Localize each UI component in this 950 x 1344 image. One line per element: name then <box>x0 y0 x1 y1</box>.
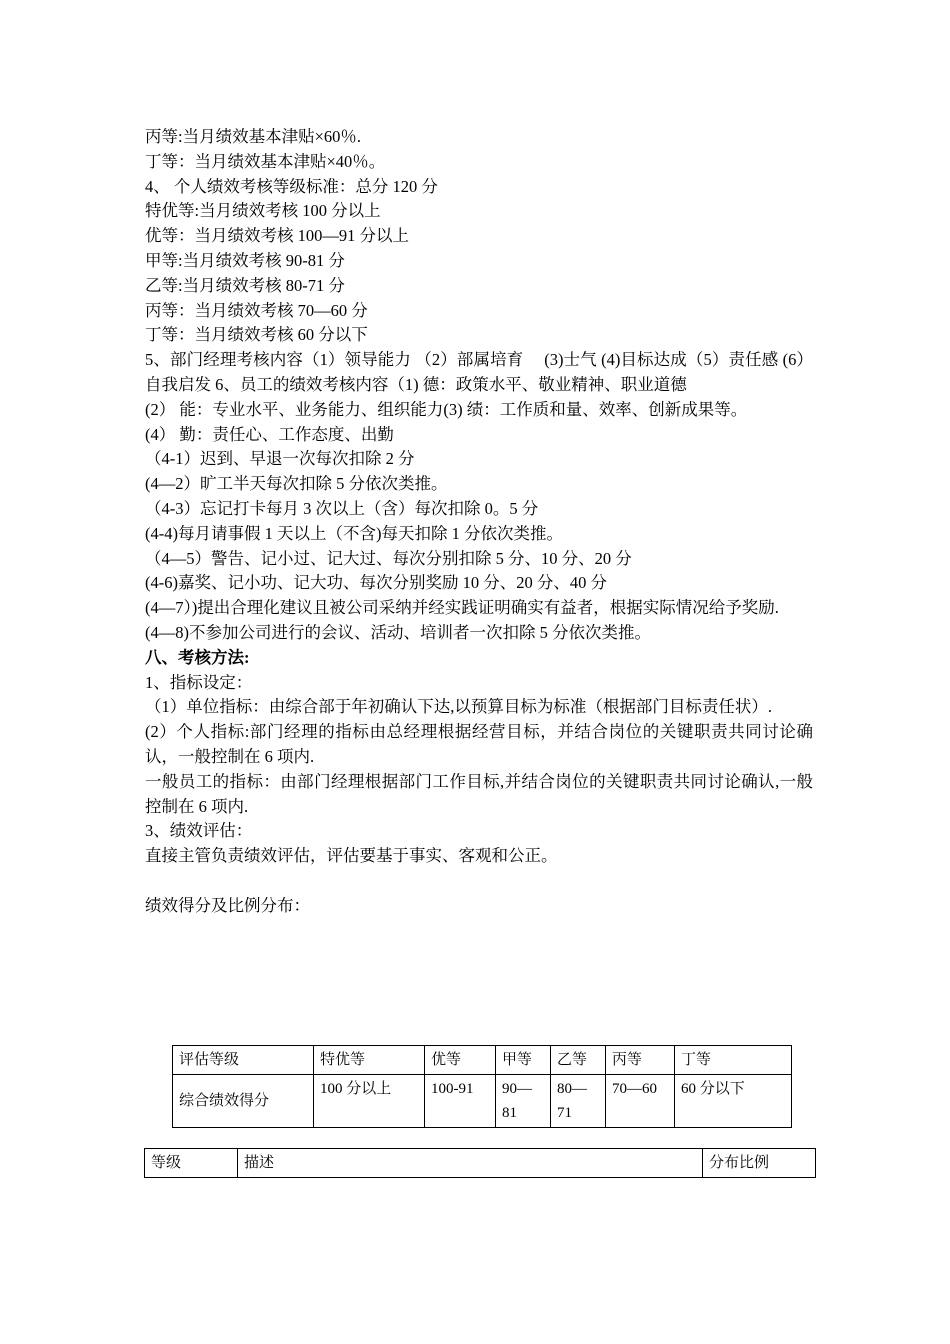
table-cell: 80—71 <box>551 1075 606 1128</box>
table-cell: 综合绩效得分 <box>173 1075 314 1128</box>
text-paragraph: (2）个人指标:部门经理的指标由总经理根据经营目标，并结合岗位的关键职责共同讨论确认，一般控制在 6 项内. <box>145 722 813 766</box>
text-line: （4-3）忘记打卡每月 3 次以上（含）每次扣除 0。5 分 <box>145 498 539 518</box>
table-caption: 绩效得分及比例分布： <box>145 895 310 915</box>
document-body <box>145 125 813 919</box>
text-line: 丁等：当月绩效基本津贴×40％。 <box>145 151 386 171</box>
text-line: (4） 勤：责任心、工作态度、出勤 <box>145 424 394 444</box>
table-cell: 60 分以下 <box>675 1075 792 1128</box>
text-line: （4-1）迟到、早退一次每次扣除 2 分 <box>145 449 415 469</box>
section-heading: 八、考核方法: <box>145 647 250 667</box>
table-row <box>173 1075 792 1128</box>
text-line: 特优等:当月绩效考核 100 分以上 <box>145 201 381 221</box>
distribution-table <box>144 1148 816 1178</box>
text-line: 乙等:当月绩效考核 80-71 分 <box>145 275 345 295</box>
text-line: 直接主管负责绩效评估，评估要基于事实、客观和公正。 <box>145 846 558 866</box>
score-table <box>172 1045 792 1128</box>
table-cell: 70—60 <box>606 1075 675 1128</box>
text-line: （4—5）警告、记小过、记大过、每次分别扣除 5 分、10 分、20 分 <box>145 548 632 568</box>
text-line: (4—2）旷工半天每次扣除 5 分依次类推。 <box>145 474 448 494</box>
table-row <box>145 1149 816 1178</box>
table-header-cell: 特优等 <box>314 1046 425 1075</box>
text-paragraph: (2） 能：专业水平、业务能力、组织能力(3) 绩：工作质和量、效率、创新成果等。 <box>145 399 748 419</box>
table-header-cell: 甲等 <box>496 1046 551 1075</box>
table-header-cell: 分布比例 <box>703 1149 816 1178</box>
text-line: 3、绩效评估： <box>145 821 253 841</box>
text-line: 丙等：当月绩效考核 70—60 分 <box>145 300 368 320</box>
table-header-cell: 等级 <box>145 1149 238 1178</box>
text-line: 1、指标设定： <box>145 672 253 692</box>
table-header-cell: 优等 <box>425 1046 496 1075</box>
text-line: 丙等:当月绩效基本津贴×60％. <box>145 127 362 146</box>
text-line: (4-4)每月请事假 1 天以上（不含)每天扣除 1 分依次类推。 <box>145 523 563 543</box>
blank-line <box>145 869 813 894</box>
text-line: 优等：当月绩效考核 100—91 分以上 <box>145 226 409 246</box>
text-paragraph: （1）单位指标：由综合部于年初确认下达,以预算目标为标准（根据部门目标责任状）. <box>145 697 772 717</box>
text-line: (4-6)嘉奖、记小功、记大功、每次分别奖励 10 分、20 分、40 分 <box>145 573 607 593</box>
text-paragraph: 5、部门经理考核内容（1）领导能力 （2）部属培育 (3)士气 (4)目标达成（5）责任感 (6）自我启发 6、员工的绩效考核内容（1) 德：政策水平、敬业精神、职业道德 <box>145 350 813 394</box>
text-line: (4—8)不参加公司进行的会议、活动、培训者一次扣除 5 分依次类推。 <box>145 622 651 642</box>
table-header-cell: 丙等 <box>606 1046 675 1075</box>
text-paragraph: (4—7）)提出合理化建议且被公司采纳并经实践证明确实有益者，根据实际情况给予奖励. <box>145 598 779 618</box>
table-header-cell: 描述 <box>238 1149 703 1178</box>
table-header-cell: 丁等 <box>675 1046 792 1075</box>
text-line: 4、 个人绩效考核等级标准：总分 120 分 <box>145 176 438 196</box>
table-header-cell: 乙等 <box>551 1046 606 1075</box>
text-paragraph: 一般员工的指标：由部门经理根据部门工作目标,并结合岗位的关键职责共同讨论确认,一般控制在 6 项内. <box>145 771 813 816</box>
table-cell: 100 分以上 <box>314 1075 425 1128</box>
table-row <box>173 1046 792 1075</box>
table-cell: 90—81 <box>496 1075 551 1128</box>
text-line: 丁等：当月绩效考核 60 分以下 <box>145 325 368 345</box>
text-line: 甲等:当月绩效考核 90-81 分 <box>145 250 345 270</box>
table-cell: 100-91 <box>425 1075 496 1128</box>
table-header-cell: 评估等级 <box>173 1046 314 1075</box>
